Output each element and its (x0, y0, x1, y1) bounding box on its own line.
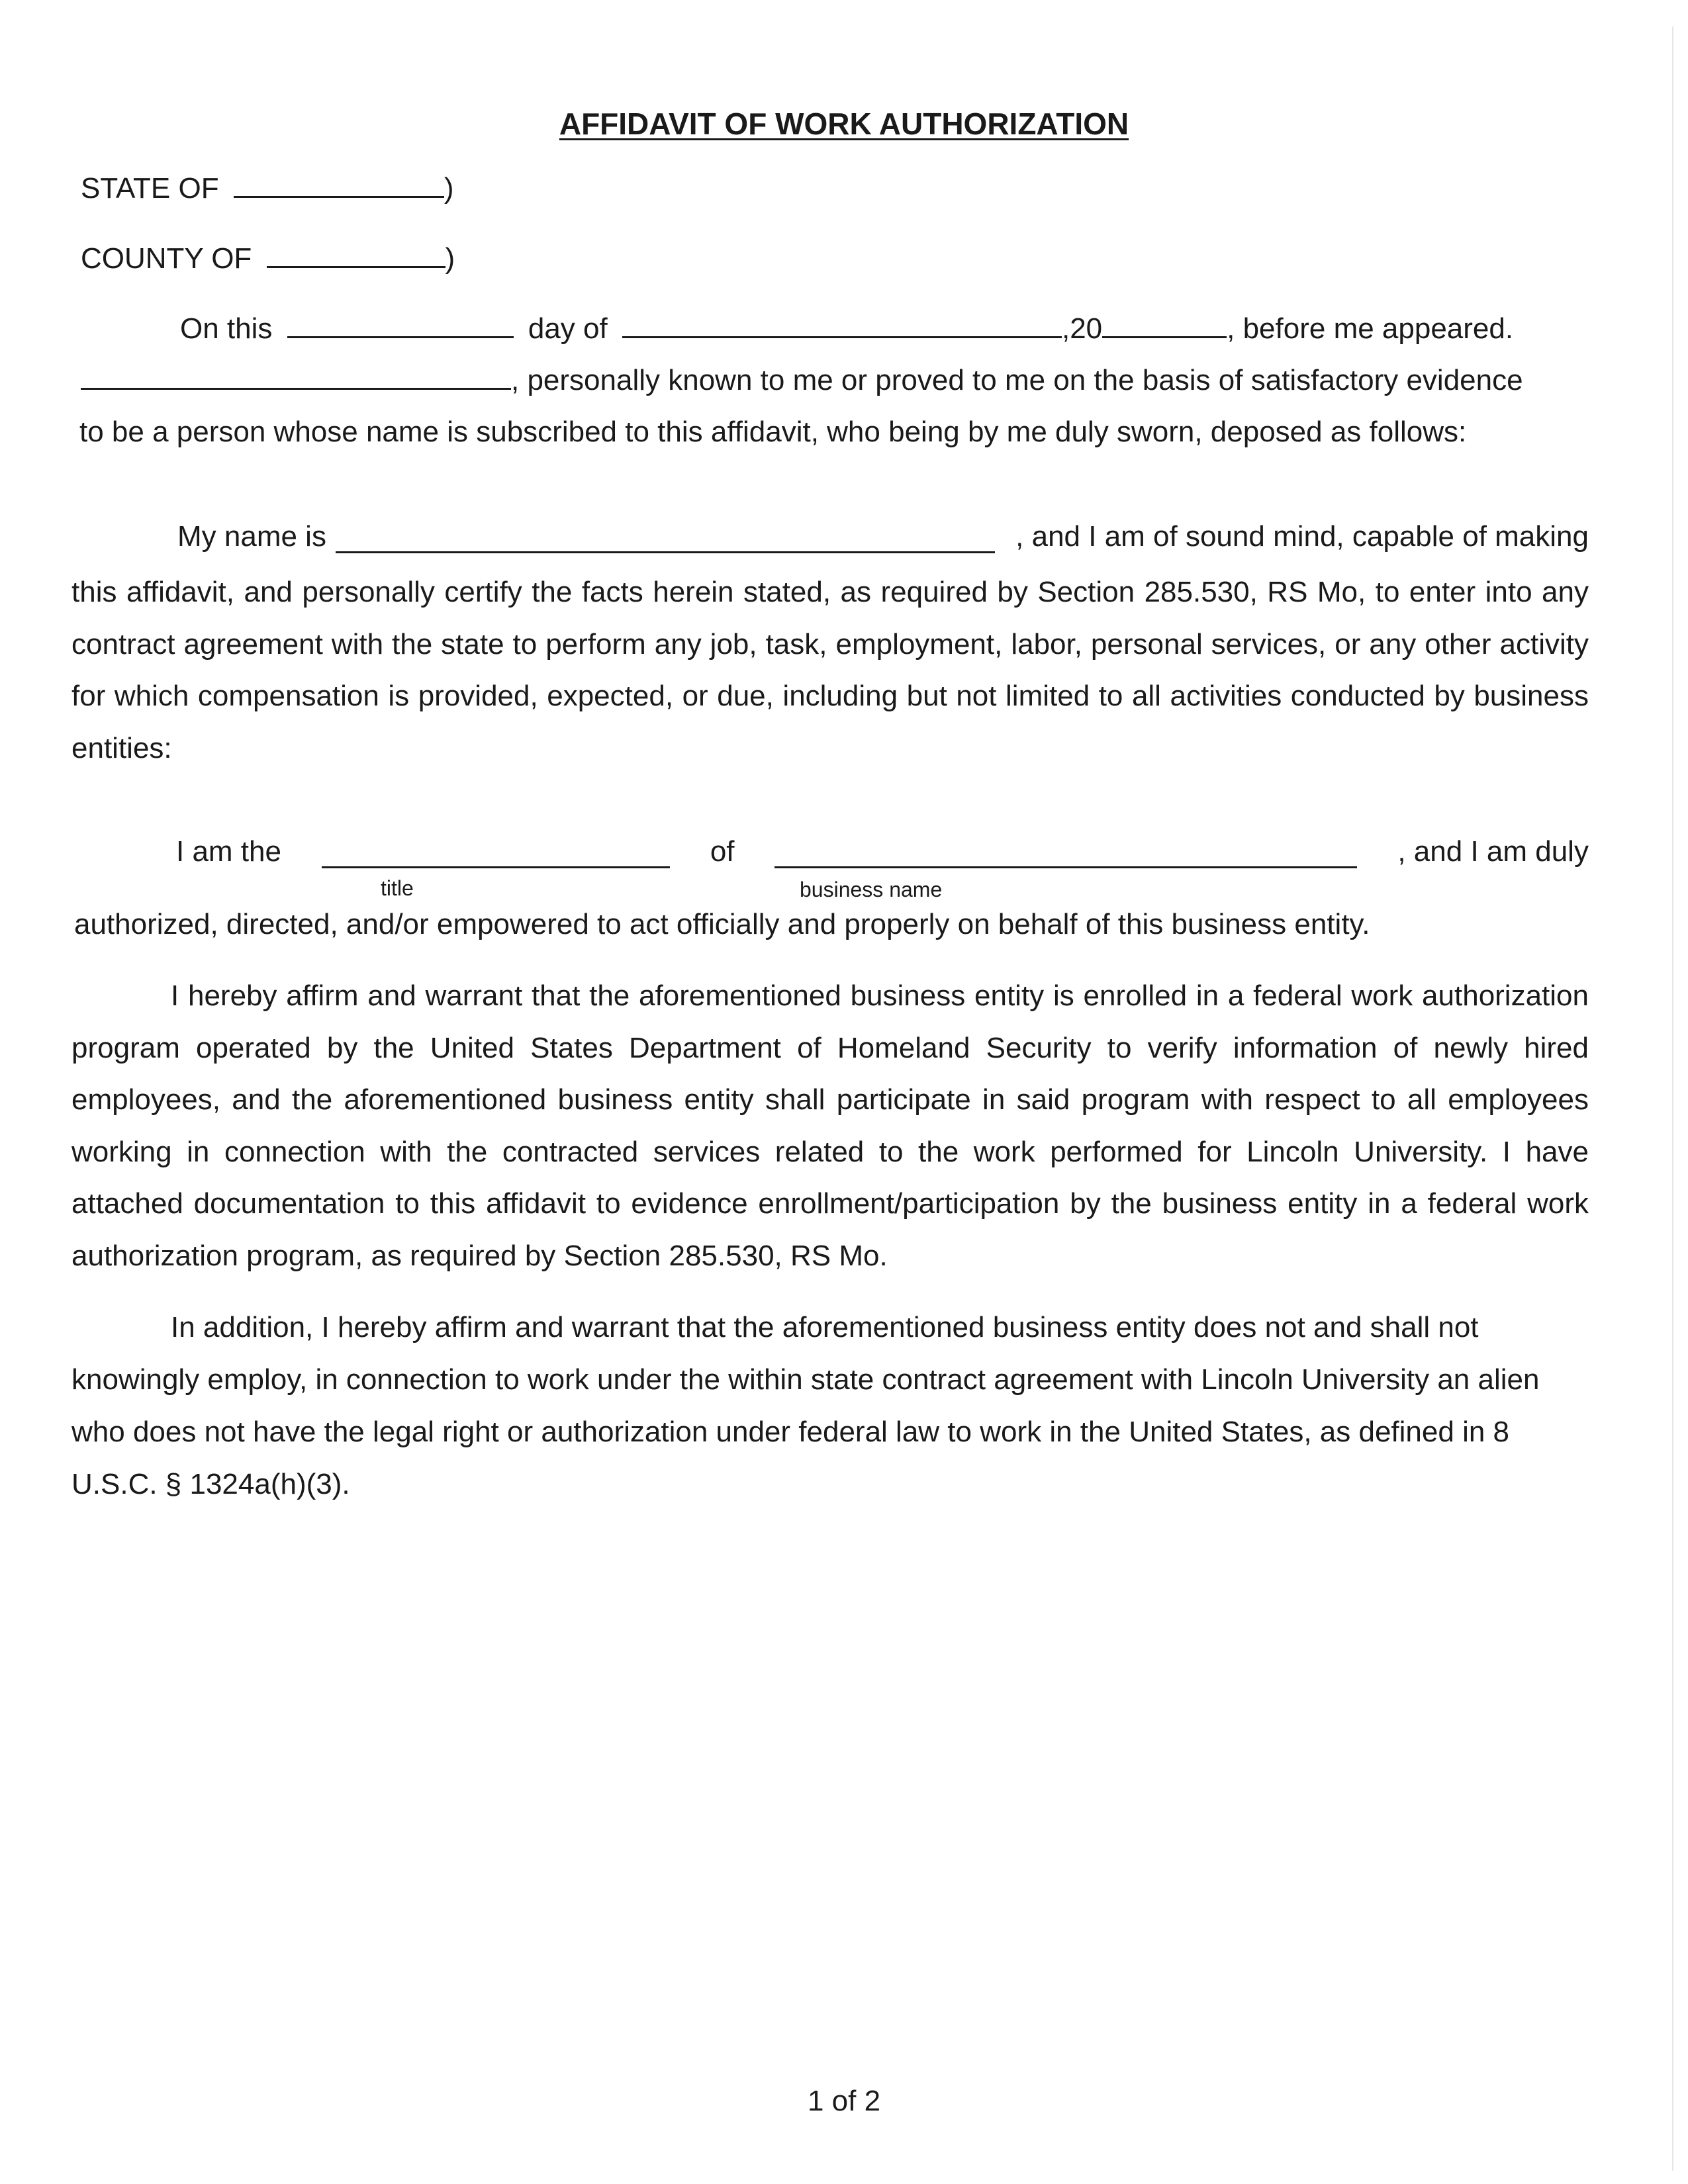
i-am-the-label: I am the (176, 835, 281, 868)
appearance-line-3 (79, 416, 1466, 449)
day-blank[interactable] (287, 312, 514, 338)
addition-text: In addition, I hereby affirm and warrant that the aforementioned business entity does not and shall not knowingly employ, in connection to work under the within state contract agreement with Lincoln University an alien who does not have the legal right or authorization under federal law to work in the United States, as defined in 8 U.S.C. § 1324a(h)(3). (71, 1311, 1540, 1500)
title-blank[interactable] (322, 842, 670, 868)
name-blank[interactable] (336, 527, 995, 553)
name-rest: , and I am of sound mind, capable of making (1015, 520, 1589, 553)
name-line (177, 520, 1589, 553)
document-title: AFFIDAVIT OF WORK AUTHORIZATION (559, 107, 1129, 141)
title-line (176, 835, 1589, 868)
appearance-line-1 (180, 312, 1513, 345)
business-blank[interactable] (774, 842, 1357, 868)
county-label: COUNTY OF (81, 242, 252, 275)
on-this-label: On this (180, 312, 273, 345)
known-text: , personally known to me or proved to me on the basis of satisfactory evidence (511, 364, 1523, 396)
affirm-paragraph (71, 970, 1589, 1282)
county-line (81, 242, 455, 275)
county-paren: ) (445, 242, 455, 275)
appeared-name-blank[interactable] (81, 364, 511, 390)
month-blank[interactable] (622, 312, 1062, 338)
state-blank[interactable] (234, 172, 444, 198)
page-number: 1 of 2 (807, 2085, 881, 2117)
name-paragraph (71, 567, 1589, 774)
day-of-label: day of (528, 312, 608, 345)
state-paren: ) (444, 172, 454, 205)
state-line (81, 172, 453, 205)
county-blank[interactable] (267, 242, 445, 268)
business-caption: business name (800, 878, 943, 901)
authorized-line (74, 908, 1370, 941)
subscribed-text: to be a person whose name is subscribed to this affidavit, who being by me duly sworn, deposed as follows: (79, 416, 1467, 448)
year-blank[interactable] (1102, 312, 1227, 338)
state-label: STATE OF (81, 172, 219, 205)
of-label: of (710, 835, 735, 868)
scan-edge (1672, 26, 1673, 2171)
title-caption: title (381, 876, 414, 900)
addition-paragraph (71, 1301, 1581, 1510)
authorized-text: authorized, directed, and/or empowered to act officially and properly on behalf of this business entity. (74, 908, 1370, 940)
name-body: this affidavit, and personally certify the facts herein stated, as required by Section 285.530, RS Mo, to enter into any contract agreement with the state to perform any job, task, employment, labor, personal services, or any other activity for which compensation is provided, expected, or due, including but not limited to all activities conducted by business entities: (71, 576, 1589, 764)
appearance-line-2 (81, 364, 1523, 397)
before-me-label: , before me appeared. (1227, 312, 1514, 345)
my-name-label: My name is (177, 520, 326, 553)
year-prefix: ,20 (1061, 312, 1103, 345)
duly-label: , and I am duly (1397, 835, 1589, 868)
affirm-text: I hereby affirm and warrant that the aforementioned business entity is enrolled in a federal work authorization program operated by the United States Department of Homeland Security to verify information of newly hired employees, and the aforementioned business entity shall participate in said program with respect to all employees working in connection with the contracted services related to the work performed for Lincoln University. I have attached documentation to this affidavit to evidence enrollment/participation by the business entity in a federal work authorization program, as required by Section 285.530, RS Mo. (71, 979, 1589, 1272)
